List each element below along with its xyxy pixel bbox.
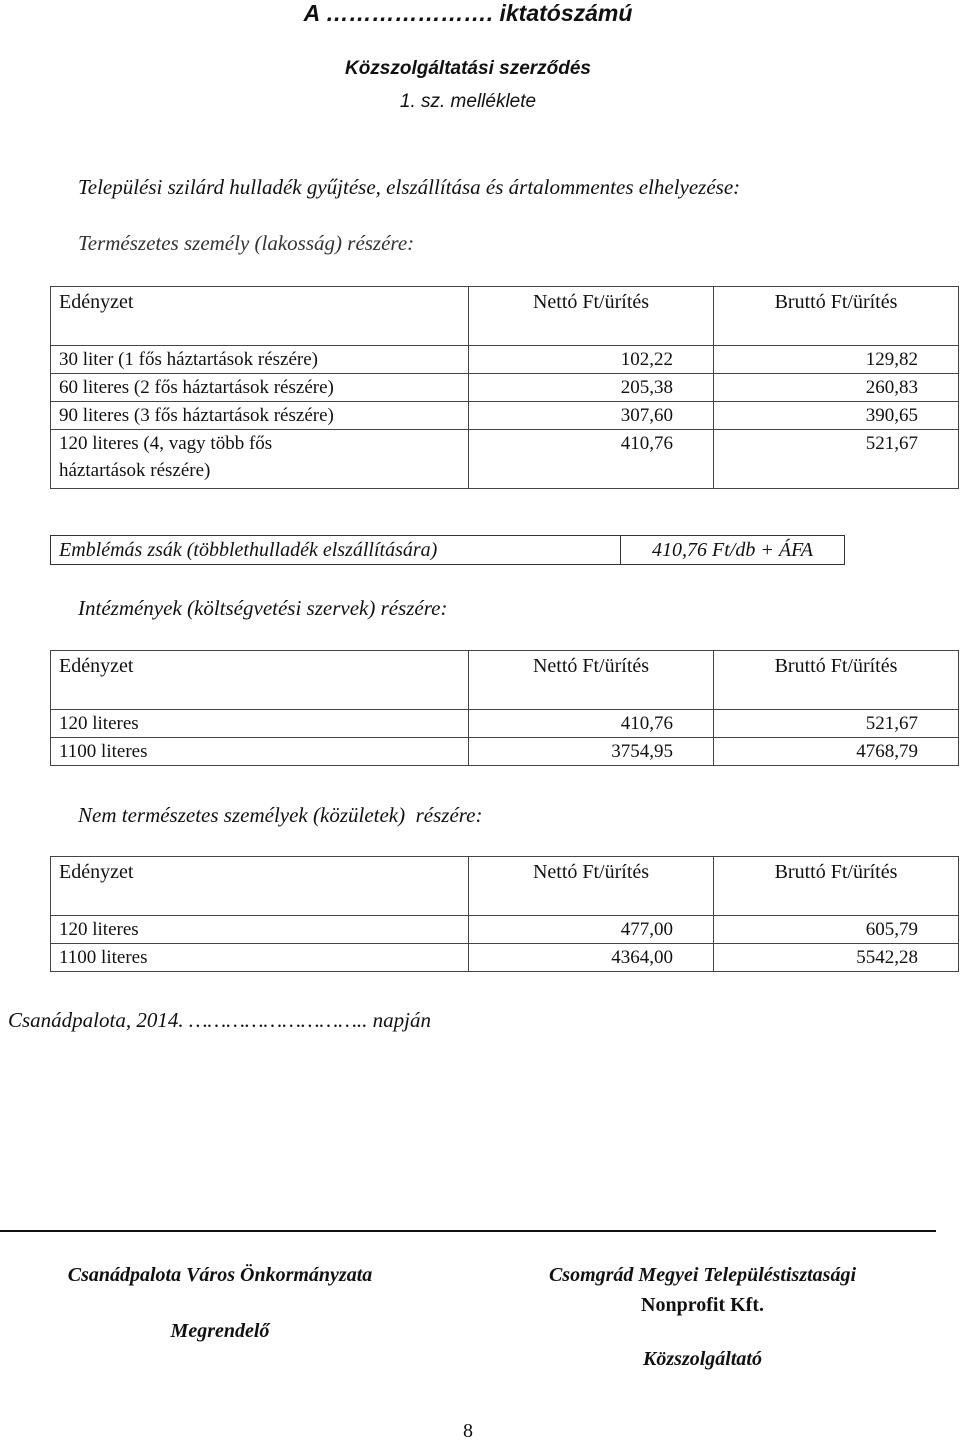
row-gross: 5542,28 <box>714 944 959 972</box>
row-label: 30 liter (1 fős háztartások részére) <box>51 346 469 374</box>
column-header-container: Edényzet <box>51 287 469 346</box>
section-institutions-title: Intézmények (költségvetési szervek) részére: <box>78 596 448 620</box>
row-label: 120 literes <box>51 710 469 738</box>
table-row <box>51 430 959 489</box>
column-header-container: Edényzet <box>51 651 469 710</box>
row-net: 205,38 <box>469 374 714 402</box>
column-header-gross: Bruttó Ft/ürítés <box>714 857 959 916</box>
table-row <box>51 944 959 972</box>
contract-title: Közszolgáltatási szerződés <box>344 58 592 79</box>
section-natural-title: Természetes személy (lakosság) részére: <box>78 231 415 255</box>
row-net: 3754,95 <box>469 738 714 766</box>
bag-price: 410,76 Ft/db + ÁFA <box>621 536 845 565</box>
row-net: 477,00 <box>469 916 714 944</box>
column-header-gross: Bruttó Ft/ürítés <box>714 287 959 346</box>
legal-persons-price-table <box>50 856 959 972</box>
table-row <box>51 916 959 944</box>
row-label: 120 literes (4, vagy több fős háztartások részére) <box>51 430 469 489</box>
row-net: 307,60 <box>469 402 714 430</box>
page-number: 8 <box>463 1420 473 1442</box>
row-gross: 260,83 <box>714 374 959 402</box>
row-net: 410,76 <box>469 430 714 489</box>
natural-persons-price-table <box>50 286 959 489</box>
table-row <box>51 374 959 402</box>
table-header-row <box>51 651 959 710</box>
bag-price-table <box>50 535 845 565</box>
table-row <box>51 738 959 766</box>
column-header-container: Edényzet <box>51 857 469 916</box>
row-gross: 521,67 <box>714 710 959 738</box>
table-row <box>51 402 959 430</box>
signature-left-org: Csanádpalota Város Önkormányzata <box>67 1264 373 1286</box>
table-row <box>51 710 959 738</box>
row-net: 410,76 <box>469 710 714 738</box>
column-header-net: Nettó Ft/ürítés <box>469 857 714 916</box>
row-gross: 605,79 <box>714 916 959 944</box>
signature-divider <box>0 1230 936 1232</box>
row-label: 1100 literes <box>51 944 469 972</box>
bag-label: Emblémás zsák (többlethulladék elszállítására) <box>51 536 621 565</box>
row-gross: 4768,79 <box>714 738 959 766</box>
signature-right-role: Közszolgáltató <box>643 1348 762 1370</box>
institutions-price-table <box>50 650 959 766</box>
row-label: 60 literes (2 fős háztartások részére) <box>51 374 469 402</box>
reference-number-line: A …………………. iktatószámú <box>303 0 633 26</box>
row-label: 90 literes (3 fős háztartások részére) <box>51 402 469 430</box>
main-heading: Települési szilárd hulladék gyűjtése, elszállítása és ártalommentes elhelyezése: <box>78 175 741 199</box>
column-header-gross: Bruttó Ft/ürítés <box>714 651 959 710</box>
signature-right-org: Csomgrád Megyei Településtisztasági <box>548 1264 857 1286</box>
table-header-row <box>51 857 959 916</box>
row-gross: 390,65 <box>714 402 959 430</box>
section-legal-title: Nem természetes személyek (közületek) részére: <box>78 803 483 827</box>
table-row <box>51 346 959 374</box>
place-and-date: Csanádpalota, 2014. ……………………….. napján <box>8 1008 431 1032</box>
column-header-net: Nettó Ft/ürítés <box>469 287 714 346</box>
signature-right-org-line2: Nonprofit Kft. <box>641 1294 764 1316</box>
row-label: 120 literes <box>51 916 469 944</box>
row-gross: 129,82 <box>714 346 959 374</box>
annex-label: 1. sz. melléklete <box>399 91 537 112</box>
row-gross: 521,67 <box>714 430 959 489</box>
column-header-net: Nettó Ft/ürítés <box>469 651 714 710</box>
row-net: 4364,00 <box>469 944 714 972</box>
row-net: 102,22 <box>469 346 714 374</box>
signature-left-role: Megrendelő <box>170 1320 270 1342</box>
table-header-row <box>51 287 959 346</box>
row-label: 1100 literes <box>51 738 469 766</box>
